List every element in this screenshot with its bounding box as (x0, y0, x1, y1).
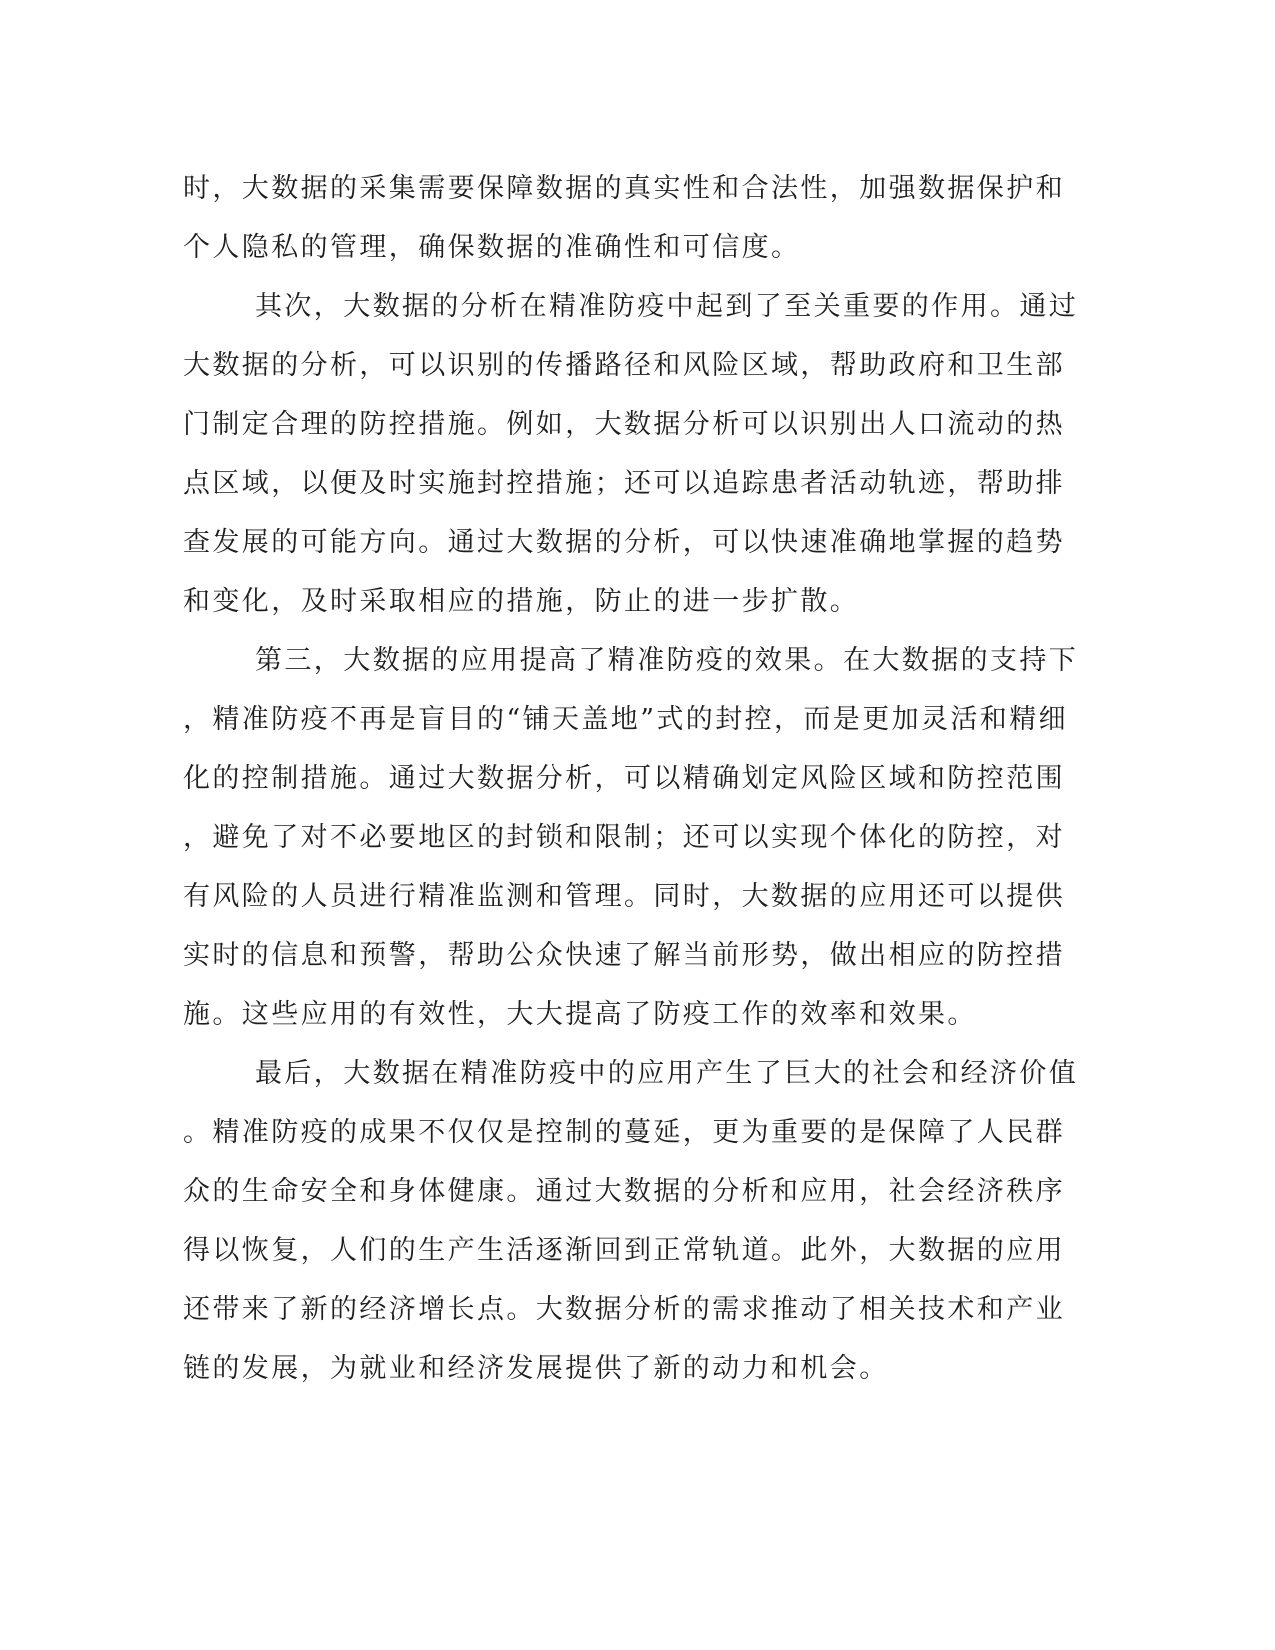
text-line: 有风险的人员进行精准监测和管理。同时，大数据的应用还可以提供 (183, 881, 1065, 912)
paragraph-data-collection-tail (183, 159, 1065, 277)
text-line: 和变化，及时采取相应的措施，防止的进一步扩散。 (183, 586, 860, 617)
text-line: 链的发展，为就业和经济发展提供了新的动力和机会。 (183, 1353, 889, 1384)
text-line: 还带来了新的经济增长点。大数据分析的需求推动了相关技术和产业 (183, 1294, 1065, 1325)
document-body (183, 159, 1079, 1398)
text-line-first: 其次，大数据的分析在精准防疫中起到了至关重要的作用。通过 (255, 291, 1079, 322)
text-line: 。精准防疫的成果不仅仅是控制的蔓延，更为重要的是保障了人民群 (183, 1117, 1065, 1148)
paragraph-social-economic-value (183, 1044, 1079, 1398)
text-line-first: 最后，大数据在精准防疫中的应用产生了巨大的社会和经济价值 (255, 1058, 1079, 1089)
text-line: 个人隐私的管理，确保数据的准确性和可信度。 (183, 232, 801, 263)
text-line: 门制定合理的防控措施。例如，大数据分析可以识别出人口流动的热 (183, 409, 1065, 440)
text-line-first: 第三，大数据的应用提高了精准防疫的效果。在大数据的支持下 (255, 645, 1079, 676)
paragraph-data-analysis (183, 277, 1079, 631)
text-line: 得以恢复，人们的生产生活逐渐回到正常轨道。此外，大数据的应用 (183, 1235, 1065, 1266)
text-line: 化的控制措施。通过大数据分析，可以精确划定风险区域和防控范围 (183, 763, 1065, 794)
text-line: 众的生命安全和身体健康。通过大数据的分析和应用，社会经济秩序 (183, 1176, 1065, 1207)
text-line: 实时的信息和预警，帮助公众快速了解当前形势，做出相应的防控措 (183, 940, 1065, 971)
text-line: 大数据的分析，可以识别的传播路径和风险区域，帮助政府和卫生部 (183, 350, 1065, 381)
text-line: 施。这些应用的有效性，大大提高了防疫工作的效率和效果。 (183, 999, 977, 1030)
text-line: 时，大数据的采集需要保障数据的真实性和合法性，加强数据保护和 (183, 173, 1065, 204)
text-line: 点区域，以便及时实施封控措施；还可以追踪患者活动轨迹，帮助排 (183, 468, 1065, 499)
paragraph-application-effect (183, 631, 1079, 1044)
text-line: ，避免了对不必要地区的封锁和限制；还可以实现个体化的防控，对 (183, 822, 1065, 853)
text-line: ，精准防疫不再是盲目的“铺天盖地”式的封控，而是更加灵活和精细 (183, 704, 1069, 735)
text-line: 查发展的可能方向。通过大数据的分析，可以快速准确地掌握的趋势 (183, 527, 1065, 558)
